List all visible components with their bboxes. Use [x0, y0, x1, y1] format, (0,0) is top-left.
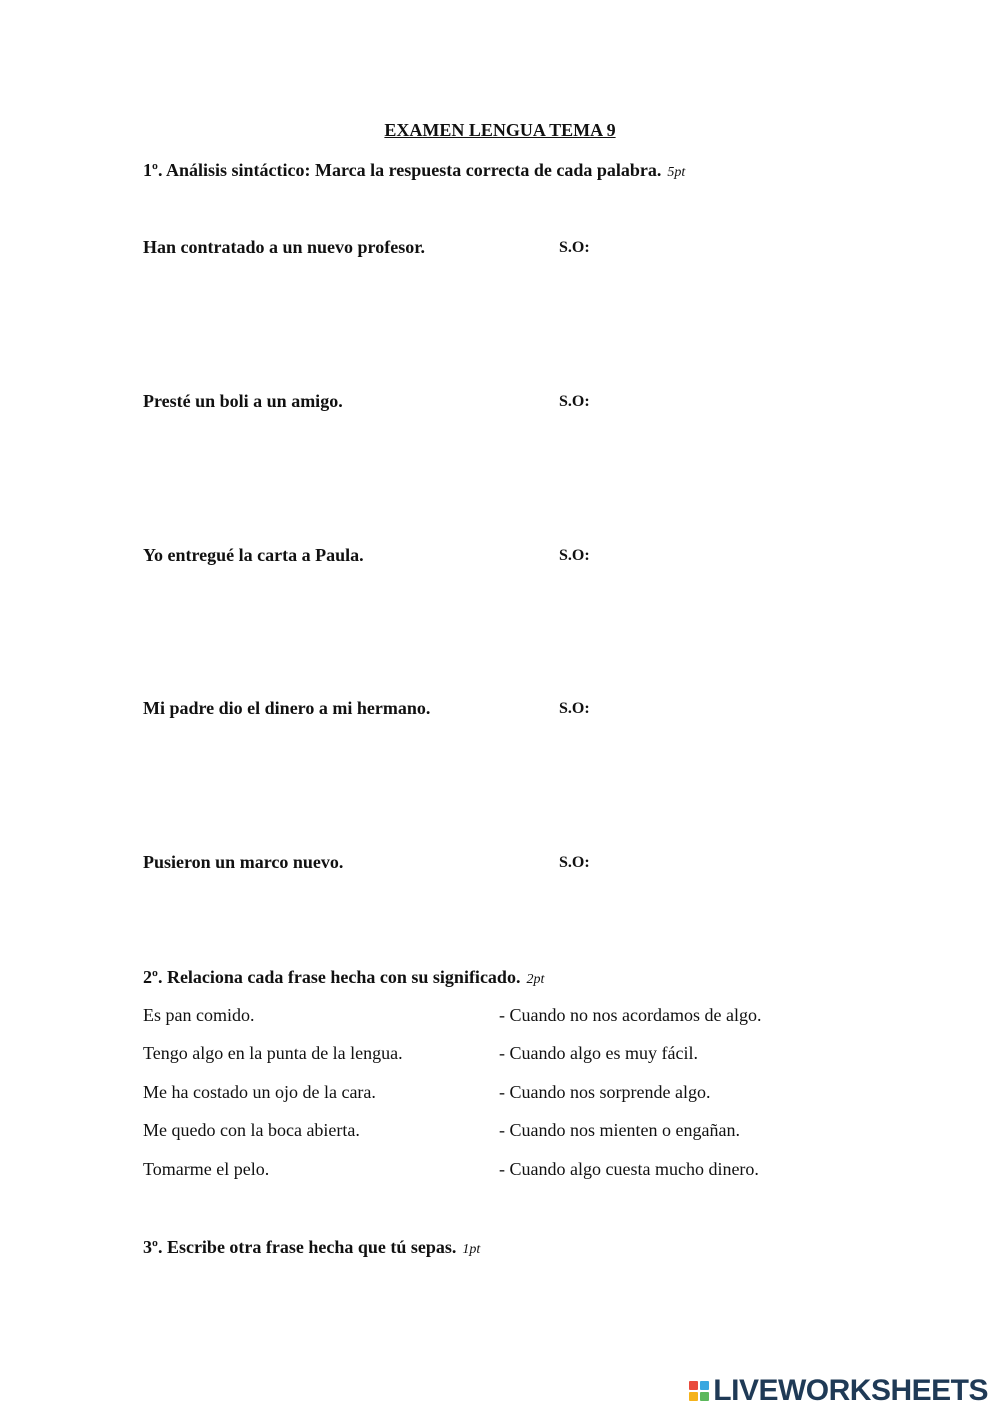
liveworksheets-logo — [689, 1376, 988, 1406]
question-1-heading — [143, 160, 685, 181]
page-title: EXAMEN LENGUA TEMA 9 — [384, 120, 616, 140]
sentence-4: Mi padre dio el dinero a mi hermano. — [143, 698, 431, 718]
phrase-2[interactable]: Tengo algo en la punta de la lengua. — [143, 1043, 403, 1063]
so-label-3: S.O: — [559, 547, 590, 564]
question-2-heading — [143, 967, 544, 988]
phrase-4[interactable]: Me quedo con la boca abierta. — [143, 1120, 360, 1140]
sentence-2: Presté un boli a un amigo. — [143, 391, 343, 411]
meaning-3[interactable]: - Cuando nos sorprende algo. — [499, 1082, 711, 1102]
question-2-points: 2pt — [526, 972, 545, 987]
so-label-5: S.O: — [559, 854, 590, 871]
phrase-3[interactable]: Me ha costado un ojo de la cara. — [143, 1082, 376, 1102]
meaning-4[interactable]: - Cuando nos mienten o engañan. — [499, 1120, 740, 1140]
liveworksheets-logo-text: LIVEWORKSHEETS — [713, 1374, 988, 1407]
question-2-text: 2º. Relaciona cada frase hecha con su significado. — [143, 967, 521, 987]
question-1-points: 5pt — [667, 165, 686, 180]
sentence-5: Pusieron un marco nuevo. — [143, 852, 344, 872]
question-3-heading — [143, 1237, 480, 1258]
meaning-1[interactable]: - Cuando no nos acordamos de algo. — [499, 1005, 762, 1025]
meaning-2[interactable]: - Cuando algo es muy fácil. — [499, 1043, 698, 1063]
question-1-text: 1º. Análisis sintáctico: Marca la respuesta correcta de cada palabra. — [143, 160, 662, 180]
sentence-3: Yo entregué la carta a Paula. — [143, 545, 364, 565]
so-label-1: S.O: — [559, 239, 590, 256]
phrase-5[interactable]: Tomarme el pelo. — [143, 1159, 270, 1179]
phrase-1[interactable]: Es pan comido. — [143, 1005, 255, 1025]
question-3-text: 3º. Escribe otra frase hecha que tú sepas. — [143, 1237, 457, 1257]
question-3-points: 1pt — [462, 1242, 481, 1257]
sentence-1: Han contratado a un nuevo profesor. — [143, 237, 426, 257]
liveworksheets-logo-icon — [689, 1381, 709, 1401]
so-label-4: S.O: — [559, 700, 590, 717]
so-label-2: S.O: — [559, 393, 590, 410]
meaning-5[interactable]: - Cuando algo cuesta mucho dinero. — [499, 1159, 759, 1179]
